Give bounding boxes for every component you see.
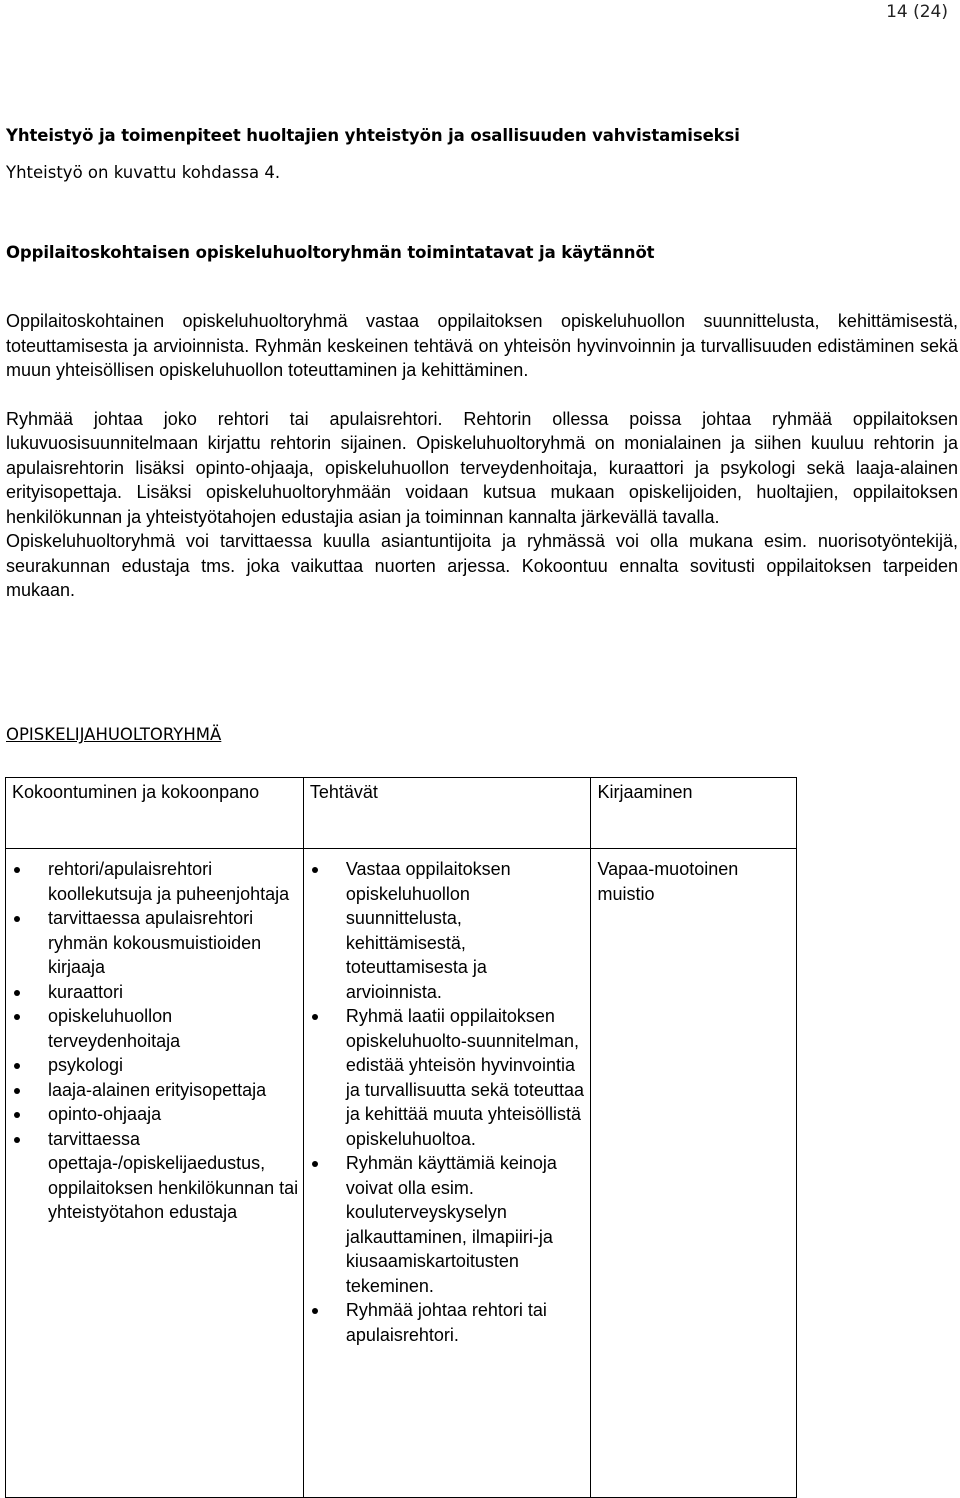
list-item: Vastaa oppilaitoksen opiskeluhuollon suunnittelusta, kehittämisestä, toteuttamisesta ja arvioinnista. xyxy=(310,857,587,1004)
cell-composition xyxy=(6,849,304,1498)
header-recording: Kirjaaminen xyxy=(591,778,797,849)
table-header-row xyxy=(6,778,797,849)
list-item: Ryhmä laatii oppilaitoksen opiskeluhuolto-suunnitelman, edistää yhteisön hyvinvointia ja turvallisuutta sekä toteuttaa ja kehittää muuta yhteisöllistä opiskeluhuoltoa. xyxy=(310,1004,587,1151)
list-item: kuraattori xyxy=(12,980,299,1005)
header-tasks: Tehtävät xyxy=(303,778,591,849)
paragraph-experts: Opiskeluhuoltoryhmä voi tarvittaessa kuulla asiantuntijoita ja ryhmässä voi olla mukana esim. nuorisotyöntekijä, seurakunnan edustaja tms. joka vaikuttaa nuorten arjessa. Kokoontuu ennalta sovitusti oppilaitoksen tarpeiden mukaan. xyxy=(6,531,958,600)
list-item: psykologi xyxy=(12,1053,299,1078)
list-item: Ryhmää johtaa rehtori tai apulaisrehtori. xyxy=(310,1298,587,1347)
page-number: 14 (24) xyxy=(886,2,948,22)
tasks-list xyxy=(310,857,587,1347)
list-item: laaja-alainen erityisopettaja xyxy=(12,1078,299,1103)
list-item: opiskeluhuollon terveydenhoitaja xyxy=(12,1004,299,1053)
list-item: Ryhmän käyttämiä keinoja voivat olla esim. kouluterveyskyselyn jalkauttaminen, ilmapiiri-ja kiusaamiskartoitusten tekeminen. xyxy=(310,1151,587,1298)
paragraph-composition: Ryhmää johtaa joko rehtori tai apulaisrehtori. Rehtorin ollessa poissa johtaa ryhmää oppilaitoksen lukuvuosisuunnitelmaan kirjattu rehtorin sijainen. Opiskeluhuoltoryhmä on monialainen ja siihen kuuluu rehtorin ja apulaisrehtorin lisäksi opinto-ohjaaja, opiskeluhuollon terveydenhoitaja, kuraattori ja psykologi sekä laaja-alainen erityisopettaja. Lisäksi opiskeluhuoltoryhmään voidaan kutsua mukaan opiskelijoiden, huoltajien, oppilaitoksen henkilökunnan ja yhteistyötahojen edustajia asian ja toiminnan kannalta järkevällä tavalla. xyxy=(6,408,958,527)
list-item: tarvittaessa opettaja-/opiskelijaedustus, oppilaitoksen henkilökunnan tai yhteistyötahon edustaja xyxy=(12,1127,299,1225)
cell-recording: Vapaa-muotoinen muistio xyxy=(591,849,797,1498)
list-item: opinto-ohjaaja xyxy=(12,1102,299,1127)
student-welfare-table xyxy=(5,777,797,1498)
section-heading-cooperation: Yhteistyö ja toimenpiteet huoltajien yhteistyön ja osallisuuden vahvistamiseksi xyxy=(6,126,740,145)
cooperation-reference-text: Yhteistyö on kuvattu kohdassa 4. xyxy=(6,163,281,182)
table-row xyxy=(6,849,797,1498)
table-section-heading: OPISKELIJAHUOLTORYHMÄ xyxy=(6,725,222,744)
list-item: rehtori/apulaisrehtori koollekutsuja ja puheenjohtaja xyxy=(12,857,299,906)
list-item: tarvittaessa apulaisrehtori ryhmän kokousmuistioiden kirjaaja xyxy=(12,906,299,980)
cell-tasks xyxy=(303,849,591,1498)
composition-list xyxy=(12,857,299,1225)
header-meeting-composition: Kokoontuminen ja kokoonpano xyxy=(6,778,304,849)
paragraph-responsibility: Oppilaitoskohtainen opiskeluhuoltoryhmä vastaa oppilaitoksen opiskeluhuollon suunnittelusta, kehittämisestä, toteuttamisesta ja arvioinnista. Ryhmän keskeinen tehtävä on yhteisön hyvinvoinnin ja turvallisuuden edistäminen sekä muun yhteisöllisen opiskeluhuollon toteuttaminen ja kehittäminen. xyxy=(6,311,958,380)
section-heading-practices: Oppilaitoskohtaisen opiskeluhuoltoryhmän toimintatavat ja käytännöt xyxy=(6,243,655,262)
practices-body xyxy=(6,309,958,603)
